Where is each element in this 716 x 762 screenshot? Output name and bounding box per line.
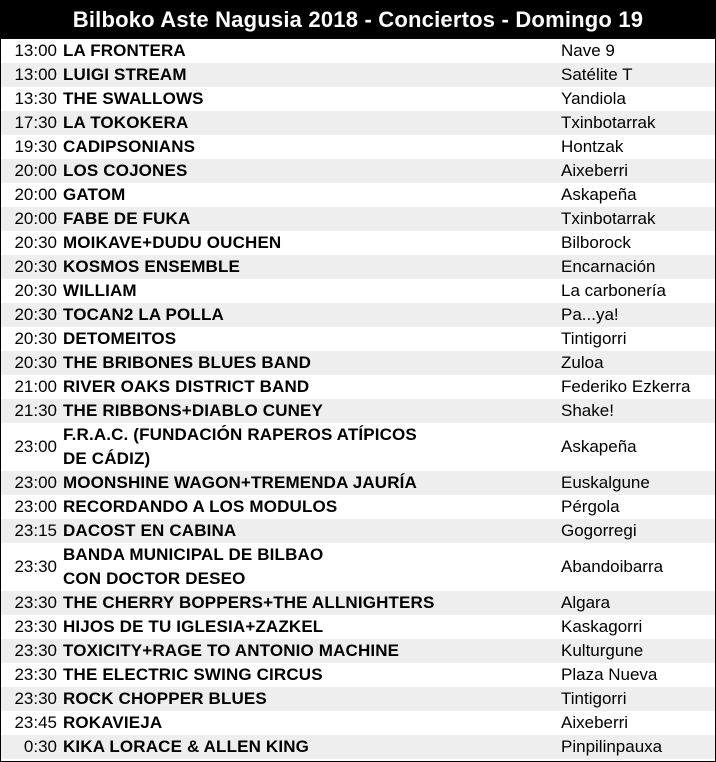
table-row: [1, 519, 715, 543]
table-row: [1, 495, 715, 519]
band-name-line: LA TOKOKERA: [63, 113, 189, 132]
band-name-line: TOXICITY+RAGE TO ANTONIO MACHINE: [63, 641, 400, 660]
table-row: [1, 255, 715, 279]
band-name-line: LUIGI STREAM: [63, 65, 187, 84]
band-name: [61, 495, 557, 519]
concert-time: 20:00: [1, 183, 61, 207]
concert-time: 13:00: [1, 63, 61, 87]
table-row: [1, 735, 715, 759]
band-name: [61, 543, 557, 591]
venue-name: Aixeberri: [557, 711, 715, 735]
band-name: [61, 351, 557, 375]
venue-name: Abandoibarra: [557, 543, 715, 591]
band-name: [61, 687, 557, 711]
band-name-line: LA FRONTERA: [63, 41, 186, 60]
venue-name: Plaza Nueva: [557, 663, 715, 687]
band-name-line: ROCK CHOPPER BLUES: [63, 689, 267, 708]
band-name-line: THE RIBBONS+DIABLO CUNEY: [63, 401, 324, 420]
band-name-line: TOCAN2 LA POLLA: [63, 305, 224, 324]
concert-time: 17:30: [1, 111, 61, 135]
band-name-line: KIKA LORACE & ALLEN KING: [63, 737, 309, 756]
table-row: [1, 279, 715, 303]
table-row: [1, 351, 715, 375]
band-name-line: MOIKAVE+DUDU OUCHEN: [63, 233, 282, 252]
band-name-line: CADIPSONIANS: [63, 137, 196, 156]
band-name-line: WILLIAM: [63, 281, 137, 300]
concert-time: 20:30: [1, 255, 61, 279]
concert-time: 20:30: [1, 231, 61, 255]
table-row: [1, 687, 715, 711]
band-name-line: BANDA MUNICIPAL DE BILBAO: [63, 545, 324, 564]
band-name-line: MOONSHINE WAGON+TREMENDA JAURÍA: [63, 473, 417, 492]
venue-name: Kaskagorri: [557, 615, 715, 639]
concert-time: 20:30: [1, 351, 61, 375]
band-name-line: THE SWALLOWS: [63, 89, 204, 108]
band-name-line: THE CHERRY BOPPERS+THE ALLNIGHTERS: [63, 593, 435, 612]
band-name-line: DE CÁDIZ): [63, 449, 151, 468]
concert-time: 23:00: [1, 471, 61, 495]
concert-time: 23:30: [1, 591, 61, 615]
band-name: [61, 663, 557, 687]
concert-time: 23:45: [1, 711, 61, 735]
venue-name: Tintigorri: [557, 327, 715, 351]
table-row: [1, 63, 715, 87]
band-name-line: DACOST EN CABINA: [63, 521, 237, 540]
concert-time: 23:30: [1, 543, 61, 591]
table-row: [1, 615, 715, 639]
band-name: [61, 159, 557, 183]
table-row: [1, 39, 715, 63]
venue-name: Pinpilinpauxa: [557, 735, 715, 759]
table-row: [1, 375, 715, 399]
band-name: [61, 135, 557, 159]
band-name: [61, 519, 557, 543]
band-name-line: F.R.A.C. (FUNDACIÓN RAPEROS ATÍPICOS: [63, 425, 417, 444]
venue-name: Txinbotarrak: [557, 207, 715, 231]
concert-time: 23:15: [1, 519, 61, 543]
table-row: [1, 231, 715, 255]
band-name-line: HIJOS DE TU IGLESIA+ZAZKEL: [63, 617, 324, 636]
band-name: [61, 39, 557, 63]
table-row: [1, 327, 715, 351]
table-row: [1, 639, 715, 663]
band-name-line: KOSMOS ENSEMBLE: [63, 257, 240, 276]
band-name: [61, 63, 557, 87]
table-row: [1, 159, 715, 183]
table-row: [1, 135, 715, 159]
concert-time: 0:30: [1, 735, 61, 759]
table-row: [1, 207, 715, 231]
page-title: Bilboko Aste Nagusia 2018 - Conciertos - Domingo 19: [1, 1, 715, 39]
band-name-line: THE BRIBONES BLUES BAND: [63, 353, 312, 372]
band-name: [61, 591, 557, 615]
concert-time: 21:00: [1, 375, 61, 399]
band-name: [61, 615, 557, 639]
band-name: [61, 231, 557, 255]
concert-time: 13:30: [1, 87, 61, 111]
concert-time: 23:30: [1, 687, 61, 711]
venue-name: Euskalgune: [557, 471, 715, 495]
concert-time: 23:00: [1, 495, 61, 519]
band-name: [61, 423, 557, 471]
concert-time: 20:00: [1, 159, 61, 183]
band-name: [61, 711, 557, 735]
venue-name: Pa...ya!: [557, 303, 715, 327]
venue-name: La carbonería: [557, 279, 715, 303]
concert-time: 20:30: [1, 303, 61, 327]
band-name: [61, 375, 557, 399]
venue-name: Bilborock: [557, 231, 715, 255]
venue-name: Txinbotarrak: [557, 111, 715, 135]
concert-time: 20:30: [1, 327, 61, 351]
band-name-line: RECORDANDO A LOS MODULOS: [63, 497, 338, 516]
venue-name: Pérgola: [557, 495, 715, 519]
band-name-line: ROKAVIEJA: [63, 713, 163, 732]
band-name-line: DETOMEITOS: [63, 329, 177, 348]
band-name: [61, 207, 557, 231]
table-row: [1, 87, 715, 111]
venue-name: Nave 9: [557, 39, 715, 63]
band-name: [61, 255, 557, 279]
venue-name: Yandiola: [557, 87, 715, 111]
concert-time: 23:30: [1, 615, 61, 639]
band-name: [61, 327, 557, 351]
venue-name: Satélite T: [557, 63, 715, 87]
venue-name: Federiko Ezkerra: [557, 375, 715, 399]
band-name-line: LOS COJONES: [63, 161, 188, 180]
table-row: [1, 399, 715, 423]
band-name: [61, 399, 557, 423]
band-name-line: RIVER OAKS DISTRICT BAND: [63, 377, 310, 396]
venue-name: Encarnación: [557, 255, 715, 279]
venue-name: Gogorregi: [557, 519, 715, 543]
concert-time: 23:30: [1, 639, 61, 663]
table-row: [1, 303, 715, 327]
concert-time: 23:00: [1, 423, 61, 471]
venue-name: Askapeña: [557, 423, 715, 471]
venue-name: Aixeberri: [557, 159, 715, 183]
concert-time: 20:00: [1, 207, 61, 231]
venue-name: Zuloa: [557, 351, 715, 375]
band-name: [61, 735, 557, 759]
venue-name: Hontzak: [557, 135, 715, 159]
table-row: [1, 183, 715, 207]
band-name: [61, 639, 557, 663]
concert-time: 13:00: [1, 39, 61, 63]
table-row: [1, 711, 715, 735]
table-row: [1, 423, 715, 471]
band-name-line: THE ELECTRIC SWING CIRCUS: [63, 665, 323, 684]
band-name-line: FABE DE FUKA: [63, 209, 191, 228]
table-row: [1, 543, 715, 591]
venue-name: Shake!: [557, 399, 715, 423]
band-name: [61, 111, 557, 135]
band-name: [61, 183, 557, 207]
table-row: [1, 591, 715, 615]
venue-name: Algara: [557, 591, 715, 615]
venue-name: Kulturgune: [557, 639, 715, 663]
table-row: [1, 471, 715, 495]
band-name-line: GATOM: [63, 185, 126, 204]
concert-time: 23:30: [1, 663, 61, 687]
table-row: [1, 663, 715, 687]
concert-time: 19:30: [1, 135, 61, 159]
band-name: [61, 279, 557, 303]
band-name: [61, 87, 557, 111]
concert-time: 20:30: [1, 279, 61, 303]
table-row: [1, 111, 715, 135]
concert-table: [1, 39, 715, 759]
band-name-line: CON DOCTOR DESEO: [63, 569, 246, 588]
concert-rows: [1, 39, 715, 759]
venue-name: Askapeña: [557, 183, 715, 207]
band-name: [61, 303, 557, 327]
venue-name: Tintigorri: [557, 687, 715, 711]
band-name: [61, 471, 557, 495]
concert-time: 21:30: [1, 399, 61, 423]
